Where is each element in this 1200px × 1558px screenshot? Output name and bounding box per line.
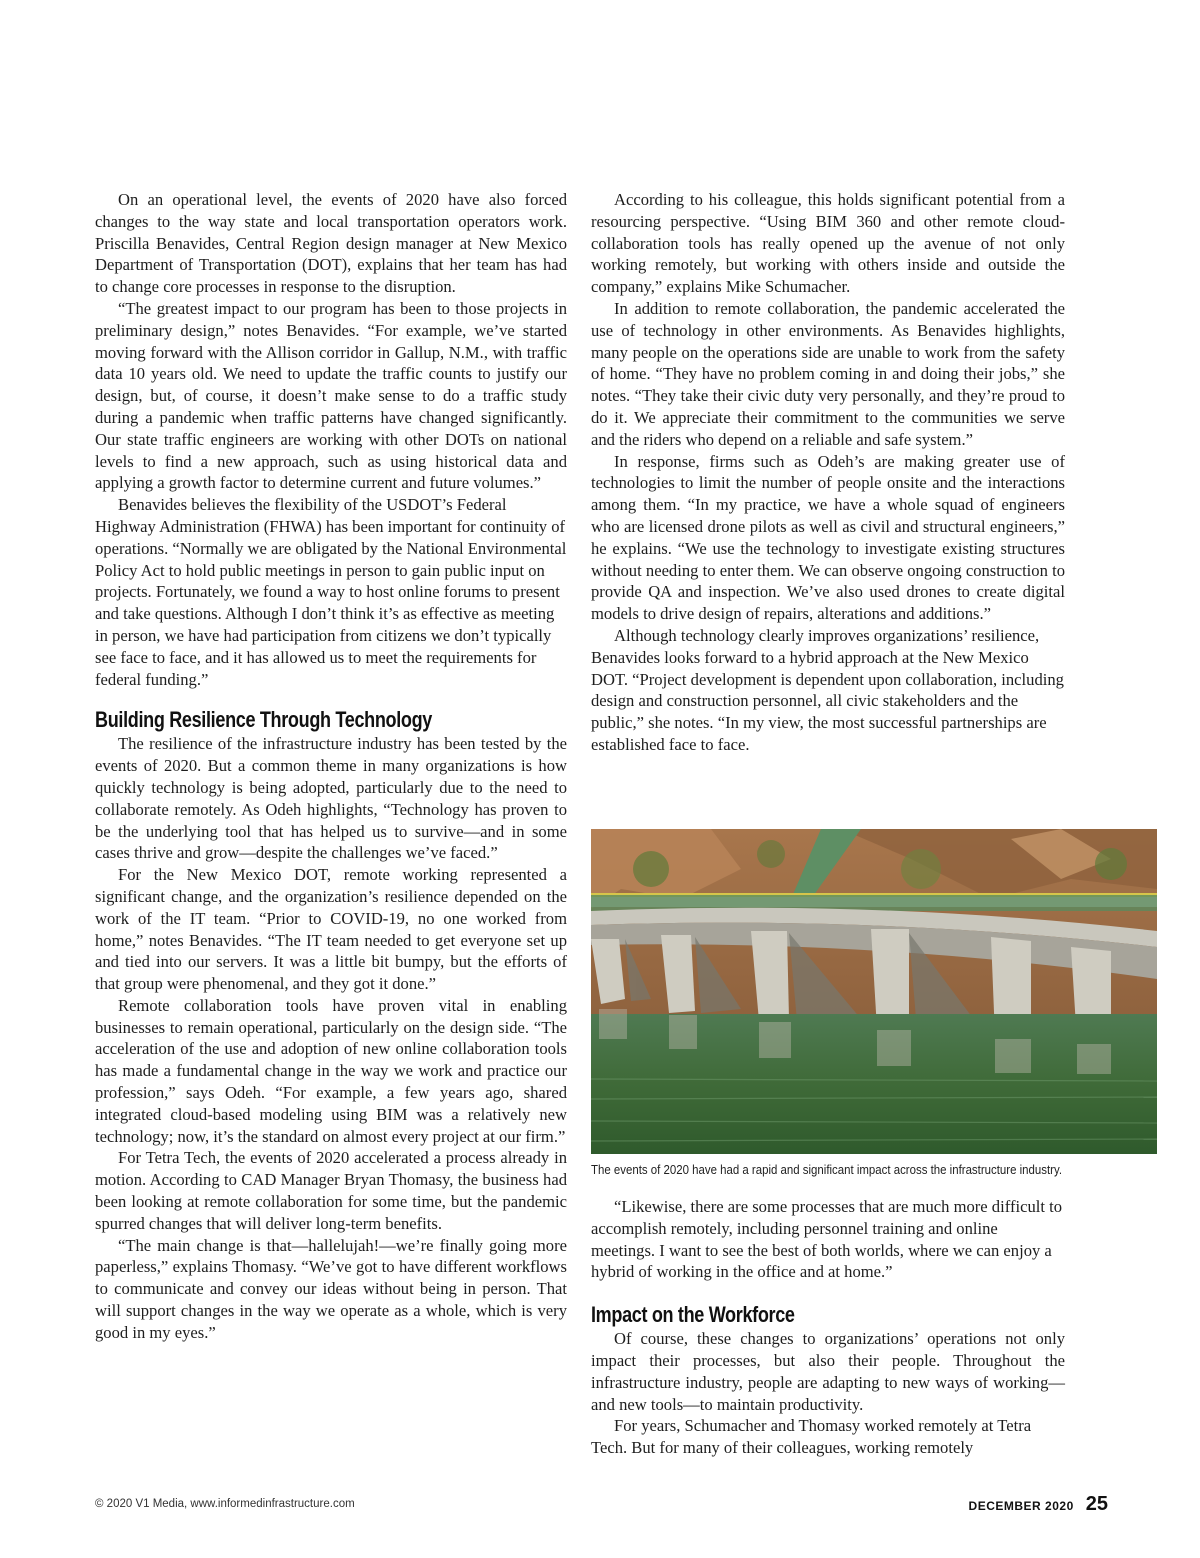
photo-caption: The events of 2020 have had a rapid and significant impact across the infrastructure industry. [591,1162,1063,1177]
body-paragraph: “The greatest impact to our program has been to those projects in preliminary design,” notes Benavides. “For example, we’ve started moving forward with the Allison corridor in Gallup, N.M., with traffic data 10 years old. We need to update the traffic counts to justify our design, but, of course, it doesn’t make sense to do a traffic study during a pandemic when traffic patterns have changed significantly. Our state traffic engineers are working with other DOTs on national levels to find a new approach, such as using historical data and applying a growth factor to determine current and future volumes.” [95,298,567,493]
right-column-top [591,189,1065,756]
body-paragraph: Of course, these changes to organizations’ operations not only impact their processes, but also their people. Throughout the infrastructure industry, people are adapting to new ways of working—and new tools—to maintain productivity. [591,1329,1065,1414]
body-paragraph: “Likewise, there are some processes that are much more difficult to accomplish remotely, including personnel training and online meetings. I want to see the best of both worlds, where we can enjoy a hybrid of working in the office and at home.” [591,1197,1063,1282]
body-paragraph: According to his colleague, this holds significant potential from a resourcing perspective. “Using BIM 360 and other remote cloud-collaboration tools has really opened up the avenue of not only working remotely, but working with others inside and outside the company,” explains Mike Schumacher. [591,190,1065,297]
left-column [95,189,567,1344]
section-heading-resilience: Building Resilience Through Technology [95,707,432,733]
body-paragraph: The resilience of the infrastructure industry has been tested by the events of 2020. But a common theme in many organizations is how quickly technology is being adopted, particularly due to the need to collaborate remotely. As Odeh highlights, “Technology has proven to be the underlying tool that has helped us to survive—and in some cases thrive and grow—despite the challenges we’ve faced.” [95,734,567,863]
body-paragraph: For Tetra Tech, the events of 2020 accelerated a process already in motion. According to CAD Manager Bryan Thomasy, the business had been looking at remote collaboration for some time, but the pandemic spurred changes that will deliver long-term benefits. [95,1148,567,1233]
body-paragraph: On an operational level, the events of 2020 have also forced changes to the way state and local transportation operators work. Priscilla Benavides, Central Region design manager at New Mexico Department of Transportation (DOT), explains that her team has had to change core processes in response to the disruption. [95,190,567,297]
body-paragraph: For years, Schumacher and Thomasy worked remotely at Tetra Tech. But for many of their colleagues, working remotely [591,1416,1032,1458]
footer-page-info [969,1493,1108,1516]
body-paragraph: In response, firms such as Odeh’s are making greater use of technologies to limit the number of people onsite and the interactions among them. “In my practice, we have a whole squad of engineers who are licensed drone pilots as well as civil and structural engineers,” he explains. “We use the technology to investigate existing structures without needing to enter them. We can observe ongoing construction to provide QA and inspection. We’ve also used drones to create digital models to drive design of repairs, alterations and additions.” [591,451,1065,624]
page-number: 25 [1085,1493,1108,1515]
body-paragraph: Although technology clearly improves organizations’ resilience, Benavides looks forward to a hybrid approach at the New Mexico DOT. “Project development is dependent upon collaboration, including design and construction personnel, all civic stakeholders and the public,” she notes. “In my view, the most successful partnerships are established face to face. [591,625,1064,754]
body-paragraph: In addition to remote collaboration, the pandemic accelerated the use of technology in other environments. As Benavides highlights, many people on the operations side are unable to work from the safety of home. “They have no problem coming in and doing their jobs,” she notes. “They take their civic duty very personally, and they’re proud to do it. We appreciate their commitment to the communities we serve and the riders who depend on a reliable and safe system.” [591,298,1065,449]
body-paragraph: “The main change is that—hallelujah!—we’re finally going more paperless,” explains Thomasy. “We’ve got to have different workflows to communicate and convey our ideas without being in person. That will support changes in the way we operate as a whole, which is very good in my eyes.” [95,1235,567,1342]
body-paragraph: Benavides believes the flexibility of the USDOT’s Federal Highway Administration (FHWA) has been important for continuity of operations. “Normally we are obligated by the National Environmental Policy Act to hold public meetings in person to gain public input on projects. Fortunately, we found a way to host online forums to present and take questions. Although I don’t think it’s as effective as meeting in person, we have had participation from citizens we don’t typically see face to face, and it has allowed us to meet the requirements for federal funding.” [95,495,567,689]
section-heading-workforce: Impact on the Workforce [591,1302,795,1328]
right-column-bottom [591,1196,1065,1459]
dam-photo-illustration [591,829,1157,1154]
body-paragraph: For the New Mexico DOT, remote working represented a significant change, and the organization’s resilience depended on the work of the IT team. “Prior to COVID-19, no one worked from home,” notes Benavides. “The IT team needed to get everyone set up and tied into our servers. It was a little bit bumpy, but the efforts of that group were phenomenal, and they got it done.” [95,865,567,994]
footer-issue-date: DECEMBER 2020 [968,1499,1074,1513]
footer-copyright: © 2020 V1 Media, www.informedinfrastructure.com [95,1498,355,1510]
body-paragraph: Remote collaboration tools have proven vital in enabling businesses to remain operational, particularly on the design side. “The acceleration of the use and adoption of new online collaboration tools has made a fundamental change in the way we work and practice our profession,” says Odeh. “For example, a few years ago, shared integrated cloud-based modeling using BIM was a relatively new technology; now, it’s the standard on almost every project at our firm.” [95,995,567,1146]
dam-photo [591,829,1157,1154]
